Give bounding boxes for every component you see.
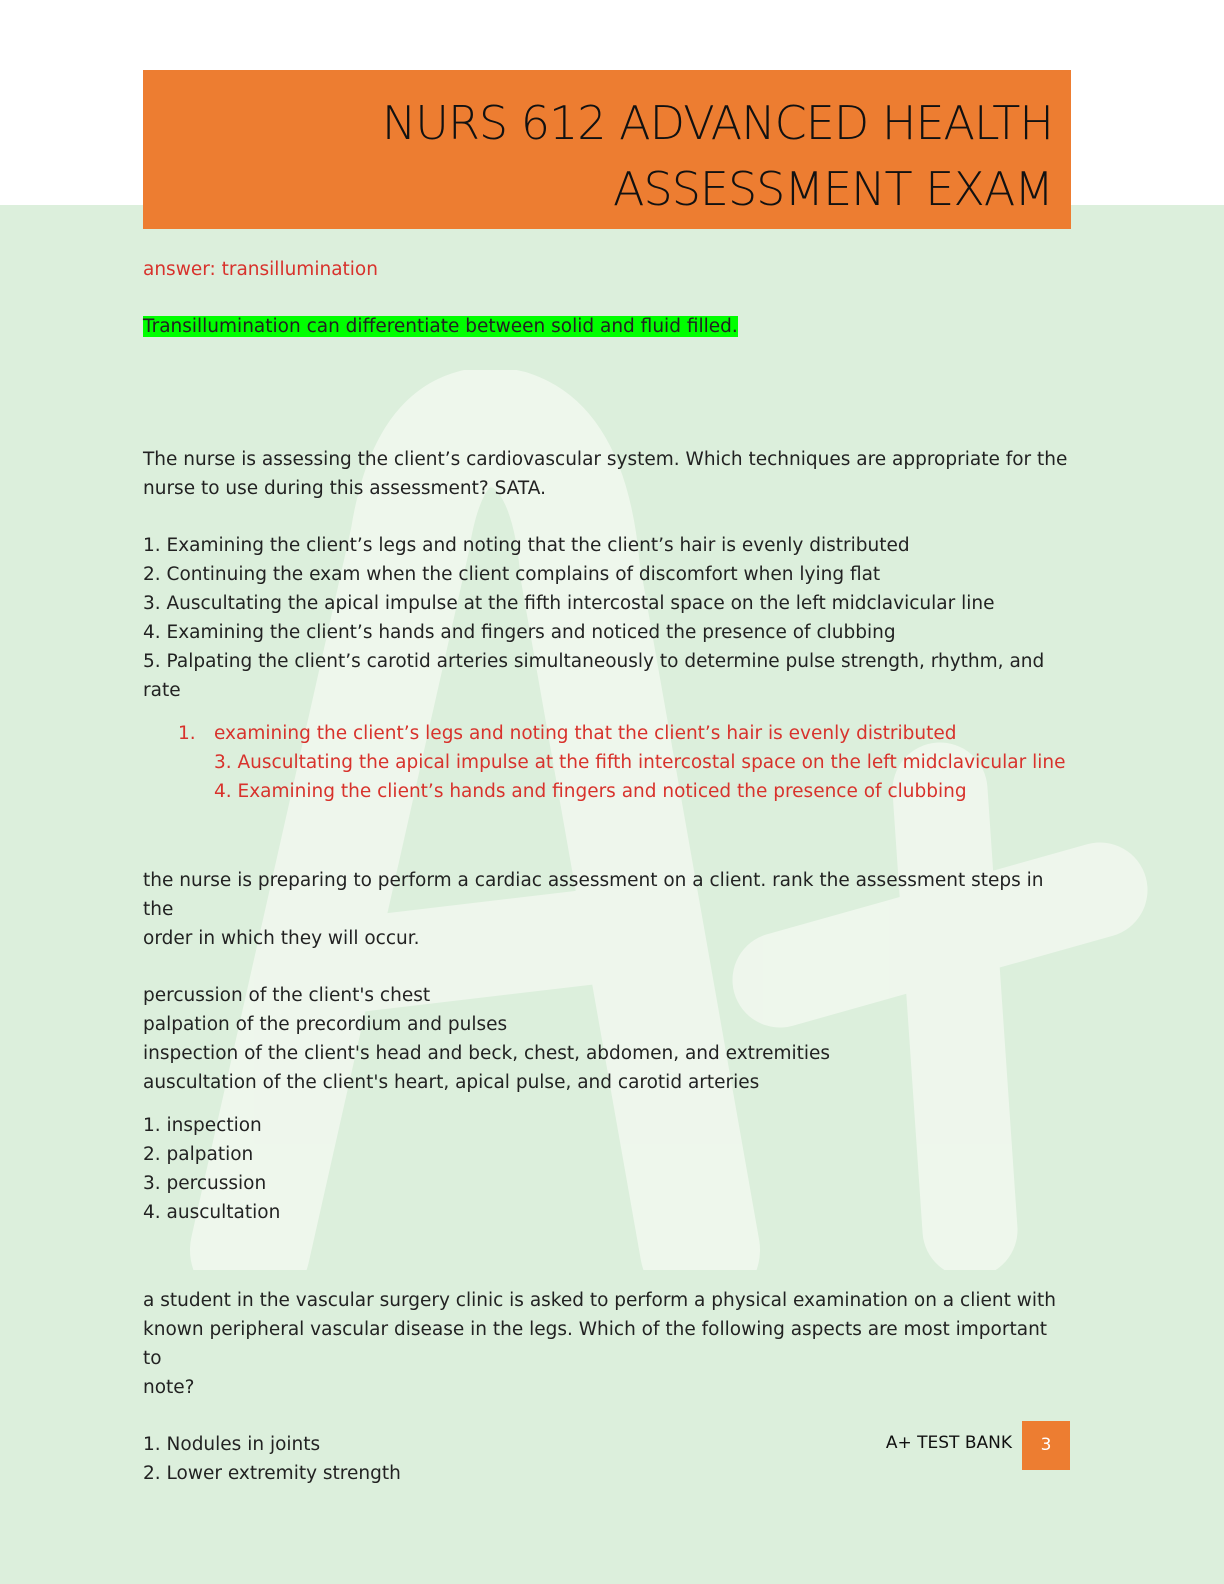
question-3-option: 1. Nodules in joints <box>143 1434 321 1455</box>
answer-item: 3. Auscultating the apical impulse at the fifth intercostal space on the left midclavicular line <box>214 752 1066 773</box>
ranked-step: 4. auscultation <box>143 1202 281 1223</box>
question-1-option: 2. Continuing the exam when the client complains of discomfort when lying flat <box>143 564 881 585</box>
ranked-step: 3. percussion <box>143 1173 267 1194</box>
ranked-step: 1. inspection <box>143 1115 262 1136</box>
question-1-option: 1. Examining the client’s legs and noting that the client’s hair is evenly distributed <box>143 535 910 556</box>
assessment-step: auscultation of the client's heart, apical pulse, and carotid arteries <box>143 1072 760 1093</box>
question-1-stem-line-1: The nurse is assessing the client’s cardiovascular system. Which techniques are appropriate for the <box>143 449 1068 470</box>
question-2-stem-line-1: the nurse is preparing to perform a cardiac assessment on a client. rank the assessment steps in the <box>143 870 1044 920</box>
highlighted-explanation: Transillumination can differentiate between solid and fluid filled. <box>143 316 738 337</box>
title-line-1: NURS 612 ADVANCED HEALTH <box>381 96 1053 150</box>
document-title <box>173 90 1053 222</box>
page-number: 3 <box>1022 1421 1070 1470</box>
title-line-2: ASSESSMENT EXAM <box>613 162 1053 216</box>
question-1-answers <box>143 719 1068 806</box>
answer-item: 4. Examining the client’s hands and fingers and noticed the presence of clubbing <box>214 781 967 802</box>
assessment-step: inspection of the client's head and beck, chest, abdomen, and extremities <box>143 1043 831 1064</box>
question-1-option: 4. Examining the client’s hands and fingers and noticed the presence of clubbing <box>143 622 896 643</box>
question-2-stem-line-2: order in which they will occur. <box>143 928 420 949</box>
ranked-step: 2. palpation <box>143 1144 254 1165</box>
footer-label: A+ TEST BANK <box>885 1433 1012 1453</box>
question-1-option: 3. Auscultating the apical impulse at the fifth intercostal space on the left midclavicular line <box>143 593 995 614</box>
question-3-stem-line-2: known peripheral vascular disease in the legs. Which of the following aspects are most important to <box>143 1319 1048 1369</box>
assessment-step: palpation of the precordium and pulses <box>143 1014 508 1035</box>
question-3-stem-line-1: a student in the vascular surgery clinic is asked to perform a physical examination on a client with <box>143 1290 1056 1311</box>
answer-number: 1. <box>178 723 196 744</box>
question-1-option: 5. Palpating the client’s carotid arteries simultaneously to determine pulse strength, rhythm, and rate <box>143 651 1045 701</box>
header-banner <box>143 70 1071 229</box>
question-3-stem-line-3: note? <box>143 1377 195 1398</box>
assessment-step: percussion of the client's chest <box>143 985 431 1006</box>
answer-text: answer: transillumination <box>143 259 378 280</box>
question-3-option: 2. Lower extremity strength <box>143 1463 401 1484</box>
document-body <box>143 255 1068 1488</box>
answer-item: examining the client’s legs and noting that the client’s hair is evenly distributed <box>214 723 957 744</box>
question-1-stem-line-2: nurse to use during this assessment? SATA. <box>143 478 546 499</box>
